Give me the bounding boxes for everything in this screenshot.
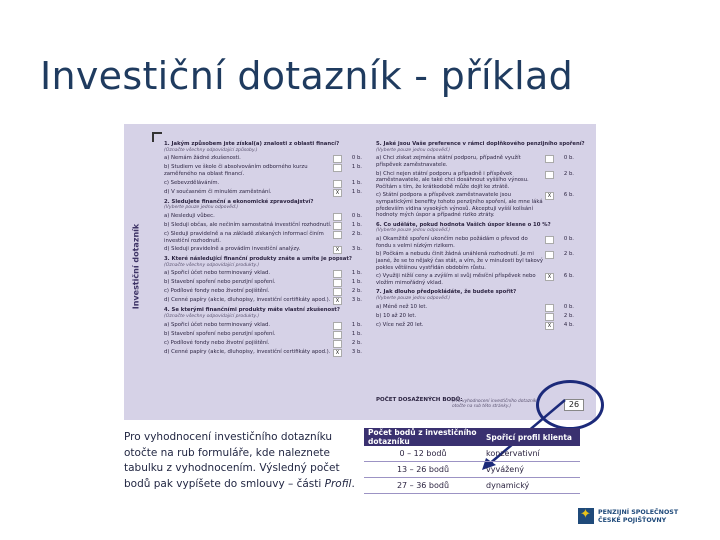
logo-line-1: PENZIJNÍ SPOLEČNOST xyxy=(598,509,679,516)
table-cell: 0 – 12 bodů xyxy=(364,446,482,462)
answer-checkbox xyxy=(333,279,342,287)
answer-option xyxy=(376,192,588,218)
table-header-points: Počet bodů z investičního dotazníku xyxy=(364,428,482,446)
answer-checkbox: X xyxy=(545,322,554,330)
score-value: 26 xyxy=(564,399,584,411)
table-cell: konzervativní xyxy=(482,446,580,462)
answer-option xyxy=(164,279,376,286)
answer-points: 1 b. xyxy=(351,188,362,195)
answer-option xyxy=(376,251,588,271)
answer-text: c) Sleduji pravidelně a na základě získaných informací činím investiční rozhodnutí. xyxy=(164,230,324,244)
question-hint: (Označte všechny odpovídající způsoby.) xyxy=(164,147,258,153)
answer-option xyxy=(164,189,376,196)
answer-text: c) Více než 20 let. xyxy=(376,321,424,328)
answer-text: b) Stavební spoření nebo penzijní spoření. xyxy=(164,279,276,286)
answer-points: 3 b. xyxy=(351,348,362,355)
answer-checkbox xyxy=(545,304,554,312)
answer-points: 0 b. xyxy=(351,155,362,162)
question-hint: (Vyberte pouze jednu odpověď.) xyxy=(376,228,451,234)
answer-checkbox xyxy=(545,171,554,179)
answer-text: b) Chci nejen státní podporu a případně i příspěvek zaměstnavatele, ale také chci dosáhnout vyššího výnosu. Počítám s tím, že krátkodobě může dojít ke ztrátě. xyxy=(376,170,529,190)
answer-points: 2 b. xyxy=(563,170,574,177)
answer-text: a) Méně než 10 let. xyxy=(376,303,428,310)
answer-option xyxy=(376,304,588,311)
answer-points: 0 b. xyxy=(563,155,574,162)
answer-option xyxy=(376,171,588,191)
answer-points: 4 b. xyxy=(563,321,574,328)
answer-option xyxy=(164,340,376,347)
answer-text: b) Počkám a nebudu činit žádná unáhlená rozhodnutí. Je mi jasné, že se to nějaký čas stát, a vím, že v minulosti byl takový pokles většinou vystřídán obdobím růstu. xyxy=(376,251,544,271)
answer-text: b) Studiem ve škole či absolvováním odborného kurzu zaměřeného na oblast financí. xyxy=(164,164,308,177)
answer-option xyxy=(164,297,376,304)
question-title: 6. Co uděláte, pokud hodnota Vašich úspor klesne o 10 %? xyxy=(376,221,551,228)
table-cell: dynamický xyxy=(482,478,580,494)
answer-text: c) Podílové fondy nebo životní pojištění. xyxy=(164,339,270,346)
answer-text: d) Cenné papíry (akcie, dluhopisy, investiční certifikáty apod.). xyxy=(164,297,331,304)
logo-mark-icon xyxy=(578,508,594,524)
answer-text: b) 10 až 20 let. xyxy=(376,312,417,319)
table-header-profile: Spořicí profil klienta xyxy=(482,428,580,446)
caption-italic: Profil xyxy=(324,477,352,490)
question-hint: (Vyberte pouze jednu odpověď.) xyxy=(376,296,451,302)
question-title: 1. Jakým způsobem jste získal(a) znalosti z oblasti financí? xyxy=(164,141,340,147)
answer-checkbox xyxy=(333,270,342,278)
answer-checkbox xyxy=(545,251,554,259)
left-question-column xyxy=(164,138,376,356)
answer-text: d) V současném či minulém zaměstnání. xyxy=(164,188,272,195)
answer-points: 2 b. xyxy=(351,339,362,346)
answer-text: a) Nesleduji vůbec. xyxy=(164,212,215,219)
answer-option xyxy=(376,313,588,320)
answer-points: 0 b. xyxy=(563,303,574,310)
answer-points: 2 b. xyxy=(351,230,362,237)
answer-text: c) Sebevzděláváním. xyxy=(164,179,220,186)
form-side-label-text: Investiční dotazník xyxy=(131,223,141,310)
table-row xyxy=(364,462,580,478)
answer-checkbox xyxy=(333,288,342,296)
answer-checkbox xyxy=(333,340,342,348)
answer-checkbox xyxy=(333,322,342,330)
answer-checkbox: X xyxy=(545,192,554,200)
answer-checkbox xyxy=(333,213,342,221)
caption-text xyxy=(124,430,356,492)
answer-points: 2 b. xyxy=(351,288,362,295)
answer-checkbox: X xyxy=(333,246,342,254)
answer-option xyxy=(164,322,376,329)
answer-checkbox xyxy=(333,164,342,172)
caption-end: . xyxy=(351,477,355,490)
answer-points: 1 b. xyxy=(351,321,362,328)
answer-checkbox xyxy=(545,236,554,244)
answer-text: b) Sleduji občas, ale nečiním samostatná investiční rozhodnutí. xyxy=(164,221,332,228)
answer-checkbox xyxy=(333,331,342,339)
answer-checkbox xyxy=(333,180,342,188)
answer-checkbox xyxy=(545,313,554,321)
answer-option xyxy=(164,331,376,338)
answer-checkbox: X xyxy=(333,349,342,357)
answer-option xyxy=(376,155,588,168)
answer-text: c) Podílové fondy nebo životní pojištění. xyxy=(164,288,270,295)
answer-points: 0 b. xyxy=(563,236,574,243)
answer-checkbox: X xyxy=(333,297,342,305)
table-cell: vyvážený xyxy=(482,462,580,478)
answer-option xyxy=(164,155,376,162)
answer-points: 0 b. xyxy=(351,212,362,219)
answer-option xyxy=(164,349,376,356)
answer-text: a) Nemám žádné zkušenosti. xyxy=(164,155,241,162)
answer-points: 6 b. xyxy=(563,273,574,280)
answer-text: c) Státní podpora a příspěvek zaměstnavatele jsou sympatickými benefity tohoto penzijního spoření, ale mne láká především vidina vysokých výnosů. Akceptuji vyšší kolísání hodnoty mých úspor a případné riziko ztráty. xyxy=(376,192,543,219)
answer-checkbox xyxy=(333,155,342,163)
question-hint: (Označte všechny odpovídající produkty.) xyxy=(164,262,260,268)
answer-points: 1 b. xyxy=(351,164,362,171)
answer-checkbox: X xyxy=(333,189,342,197)
score-label: POČET DOSAŽENÝCH BODŮ: xyxy=(376,397,463,403)
answer-points: 3 b. xyxy=(351,246,362,253)
table-cell: 27 – 36 bodů xyxy=(364,478,482,494)
caption-main: Pro vyhodnocení investičního dotazníku otočte na rub formuláře, kde naleznete tabulku z vyhodnocením. Výsledný počet bodů pak vypíšete do smlouvy – části xyxy=(124,431,340,490)
answer-text: c) Využiji nižší ceny a zvýším si svůj měsíční příspěvek nebo vložím mimořádný vklad. xyxy=(376,273,536,286)
answer-text: a) Okamžitě spoření ukončím nebo požádám o převod do fondu s velmi nízkým rizikem. xyxy=(376,236,528,249)
answer-checkbox: X xyxy=(545,273,554,281)
company-logo xyxy=(578,504,688,528)
table-row xyxy=(364,478,580,494)
answer-points: 1 b. xyxy=(351,279,362,286)
score-note: (Pro vyhodnocení investičního dotazníku otočte na rub této stránky.) xyxy=(452,399,540,409)
question-title: 3. Které následující finanční produkty znáte a umíte je popsat? xyxy=(164,256,352,263)
answer-text: a) Spořicí účet nebo terminovaný vklad. xyxy=(164,321,271,328)
question-title: 2. Sledujete finanční a ekonomické zpravodajství? xyxy=(164,198,314,205)
answer-text: a) Chci získat zejména státní podporu, případně využít příspěvek zaměstnavatele. xyxy=(376,155,521,168)
answer-points: 1 b. xyxy=(351,270,362,277)
right-question-column xyxy=(376,138,588,329)
question-hint: (Vyberte pouze jednu odpověď.) xyxy=(376,147,451,153)
answer-option xyxy=(376,322,588,329)
corner-mark-icon xyxy=(152,132,162,142)
answer-points: 1 b. xyxy=(351,179,362,186)
table-row xyxy=(364,446,580,462)
table-cell: 13 – 26 bodů xyxy=(364,462,482,478)
answer-points: 2 b. xyxy=(563,251,574,258)
question-title: 5. Jaké jsou Vaše preference v rámci doplňkového penzijního spoření? xyxy=(376,141,585,147)
question-hint: (Vyberte pouze jednu odpověď.) xyxy=(164,205,239,211)
question-hint: (Označte všechny odpovídající produkty.) xyxy=(164,314,260,320)
answer-checkbox xyxy=(545,155,554,163)
answer-points: 2 b. xyxy=(563,312,574,319)
answer-points: 1 b. xyxy=(351,330,362,337)
answer-option xyxy=(164,180,376,187)
answer-option xyxy=(164,213,376,220)
answer-checkbox xyxy=(333,231,342,239)
answer-text: b) Stavební spoření nebo penzijní spoření. xyxy=(164,330,276,337)
answer-option xyxy=(376,273,588,286)
form-side-label xyxy=(126,124,146,420)
answer-points: 6 b. xyxy=(563,192,574,199)
answer-text: d) Cenné papíry (akcie, dluhopisy, investiční certifikáty apod.). xyxy=(164,348,331,355)
slide-title: Investiční dotazník - příklad xyxy=(40,54,574,98)
answer-option xyxy=(376,236,588,249)
answer-option xyxy=(164,270,376,277)
answer-option xyxy=(164,231,376,244)
question-title: 7. Jak dlouho předpokládáte, že budete spořit? xyxy=(376,289,517,296)
answer-points: 3 b. xyxy=(351,297,362,304)
logo-line-2: ČESKÉ POJIŠŤOVNY xyxy=(598,517,667,524)
answer-text: d) Sleduji pravidelně a provádím investiční analýzy. xyxy=(164,246,301,253)
answer-option xyxy=(164,246,376,253)
answer-option xyxy=(164,222,376,229)
answer-option xyxy=(164,164,376,177)
answer-checkbox xyxy=(333,222,342,230)
answer-text: a) Spořicí účet nebo terminovaný vklad. xyxy=(164,270,271,277)
answer-points: 1 b. xyxy=(351,221,362,228)
answer-option xyxy=(164,288,376,295)
question-title: 4. Se kterými finančními produkty máte vlastní zkušenost? xyxy=(164,307,340,314)
result-table xyxy=(364,428,580,494)
